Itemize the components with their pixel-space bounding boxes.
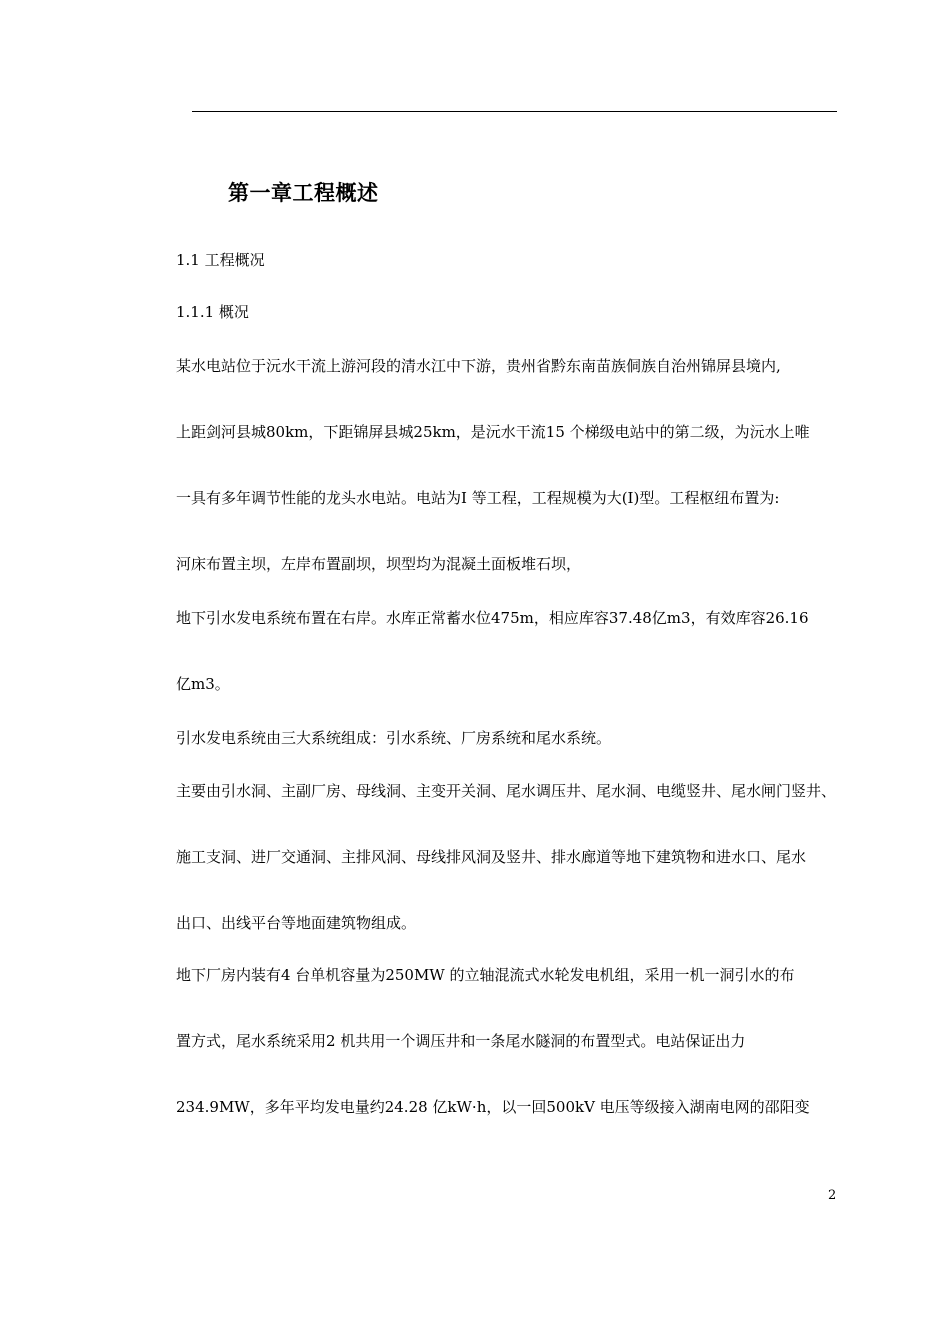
chapter-title: 第一章工程概述 [228, 180, 379, 205]
body-line: 亿m3。 [176, 675, 230, 693]
body-line: 引水发电系统由三大系统组成：引水系统、厂房系统和尾水系统。 [176, 729, 612, 747]
body-line: 一具有多年调节性能的龙头水电站。电站为Ⅰ 等工程，工程规模为大(I)型。工程枢纽布置为: [176, 489, 780, 507]
header-rule [192, 111, 837, 112]
section-heading: 1.1 工程概况 [176, 251, 265, 269]
page-number: 2 [828, 1188, 837, 1203]
body-line: 地下厂房内装有4 台单机容量为250MW 的立轴混流式水轮发电机组，采用一机一洞引水的布 [176, 966, 795, 984]
body-line: 某水电站位于沅水干流上游河段的清水江中下游，贵州省黔东南苗族侗族自治州锦屏县境内, [176, 357, 781, 375]
body-line: 置方式，尾水系统采用2 机共用一个调压井和一条尾水隧洞的布置型式。电站保证出力 [176, 1032, 746, 1050]
body-line: 出口、出线平台等地面建筑物组成。 [176, 914, 417, 932]
body-line: 234.9MW，多年平均发电量约24.28 亿kW·h，以一回500kV 电压等级接入湖南电网的邵阳变 [176, 1098, 810, 1116]
body-line: 施工支洞、进厂交通洞、主排风洞、母线排风洞及竖井、排水廊道等地下建筑物和进水口、尾水 [176, 848, 807, 866]
body-line: 上距剑河县城80km，下距锦屏县城25km，是沅水干流15 个梯级电站中的第二级，为沅水上唯 [176, 423, 810, 441]
subsection-heading: 1.1.1 概况 [176, 303, 249, 321]
body-line: 河床布置主坝，左岸布置副坝，坝型均为混凝土面板堆石坝， [176, 555, 582, 573]
body-line: 主要由引水洞、主副厂房、母线洞、主变开关洞、尾水调压井、尾水洞、电缆竖井、尾水闸门竖井、 [176, 782, 837, 800]
body-line: 地下引水发电系统布置在右岸。水库正常蓄水位475m，相应库容37.48亿m3，有效库容26.16 [176, 609, 809, 627]
